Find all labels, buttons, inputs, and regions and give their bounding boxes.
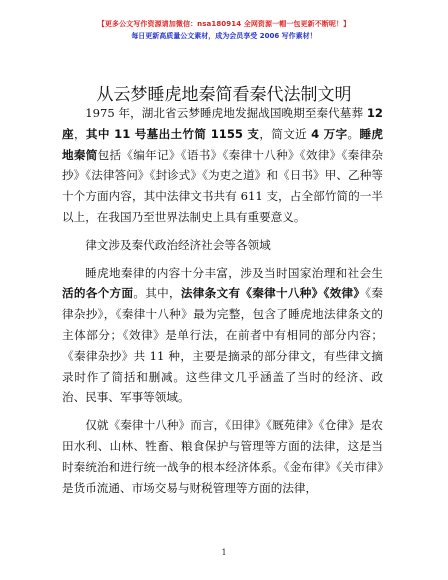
document-body	[62, 103, 383, 498]
bold-text: 4 万字	[311, 126, 348, 141]
header-banner-blue: 每日更新高质量公文素材，成为会员享受 2006 写作素材！	[131, 32, 317, 40]
text-run: 《秦律杂抄》，《秦律十八种》最为完整，包含了睡虎地法律条文的主体部分；《效律》是单行法，在前者中有相同的部分内容；《秦律杂抄》共	[62, 286, 383, 363]
header-banner-red: 【更多公文写作资源请加微信：nsa180914 全网资源一帽一包更新不断呢！】	[97, 20, 351, 28]
text-run: 11	[149, 348, 165, 363]
page-number: 1	[221, 548, 227, 557]
paragraph-intro	[62, 103, 383, 228]
text-run: 。其中，	[133, 286, 181, 301]
bold-text: 法律条文有《秦律十八种》《效律》	[180, 286, 366, 301]
text-run: ，占全部竹简的一半以上，在我国乃至世界法制史上具有重要意义。	[62, 189, 383, 224]
text-run: 1975 年，湖北省云梦睡虎地发掘战国晚期至秦代墓葬	[85, 106, 367, 120]
text-run: 种，主要是摘录的部分律文，有些律文摘录时作了简括和删减。这些律文几乎涵盖了当时的经济、政治、民事、军事等领域。	[62, 348, 384, 405]
text-run: 611 支	[240, 189, 279, 204]
text-run: ，简文近	[259, 126, 312, 141]
bold-text: 睡虎地秦简	[62, 126, 383, 162]
text-run: 睡虎地秦律的内容十分丰富，涉及当时国家治理和社会生	[85, 265, 383, 280]
text-run: 包括《编年记》《语书》《秦律十八种》《效律》《秦律杂抄》《法律答问》《封诊式》《为吏之道》和《日书》甲、乙种等十个方面内容，其中法律文书共有	[62, 147, 383, 204]
paragraph-eighteen-laws	[62, 415, 383, 498]
section-subheading: 律文涉及秦代政治经济社会等各领域	[85, 237, 271, 252]
paragraph-laws	[62, 263, 383, 409]
bold-text: 活的各个方面	[62, 286, 134, 301]
bold-text: 其中 11 号墓出土竹简 1155 支	[85, 126, 260, 141]
document-title: 从云梦睡虎地秦简看秦代法制文明	[96, 85, 352, 105]
text-run: 仅就《秦律十八种》而言，《田律》《厩苑律》《仓律》是农田水利、山林、牲畜、粮食保护与管理等方面的法律，这是当时秦统治和进行统一战争的根本经济体系。《金布律》《关市律》是货币流通、市场交易与财税管理等方面的法律，	[62, 418, 383, 495]
text-run: ，	[73, 126, 86, 141]
bold-text: 12 座	[62, 106, 383, 141]
text-run: 。	[347, 126, 360, 141]
